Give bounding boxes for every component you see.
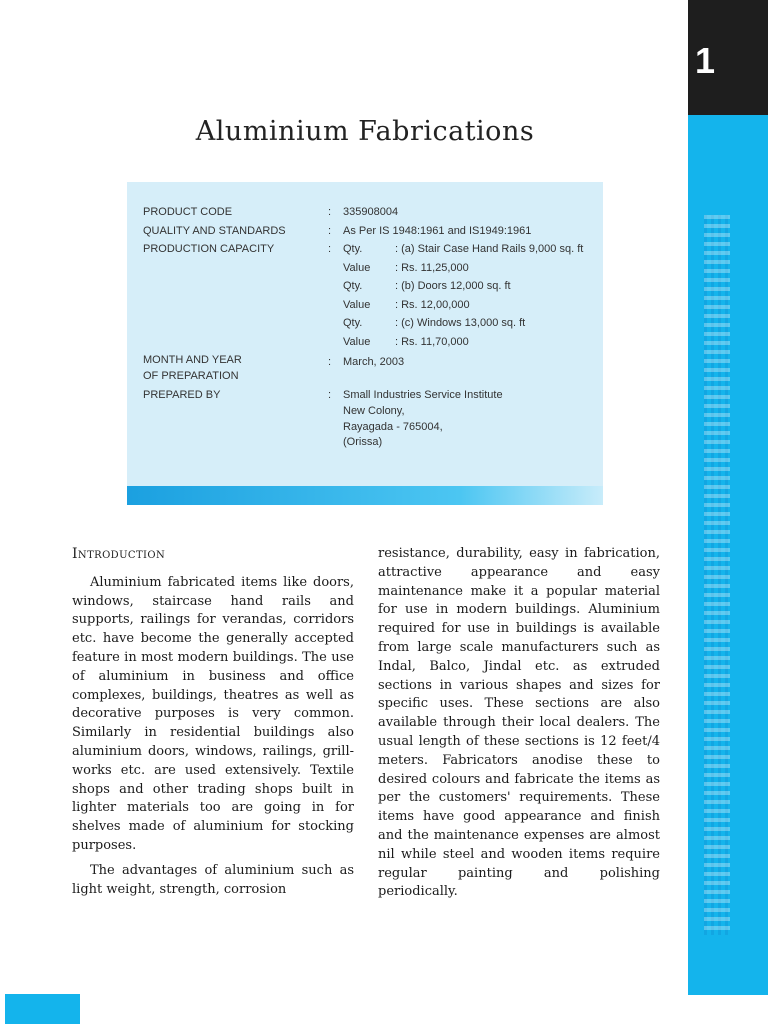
chapter-number: 1 — [694, 40, 716, 81]
capacity-label: PRODUCTION CAPACITY — [143, 243, 275, 255]
capacity-line: Value : Rs. 12,00,000 — [343, 298, 470, 311]
row-prepared-by — [143, 384, 593, 451]
row-quality — [143, 222, 593, 241]
product-code-value: 335908004 — [343, 206, 399, 218]
footer-accent-block — [5, 994, 80, 1024]
paragraph: The advantages of aluminium such as light weight, strength, corrosion — [72, 862, 354, 897]
prepared-by-value: Small Industries Service Institute New Colony, Rayagada - 765004, (Orissa) — [343, 389, 503, 448]
colon: : — [328, 243, 332, 255]
month-label: MONTH AND YEAR OF PREPARATION — [143, 354, 242, 382]
page-title: Aluminium Fabrications — [195, 116, 535, 147]
side-band — [688, 115, 768, 995]
info-box-gradient-bar — [127, 486, 603, 505]
capacity-line: Qty. : (b) Doors 12,000 sq. ft — [343, 280, 511, 292]
row-product-code — [143, 203, 593, 222]
capacity-line: Qty. : (a) Stair Case Hand Rails 9,000 sq. ft — [343, 243, 584, 255]
side-band-pattern — [704, 215, 730, 935]
capacity-values — [343, 240, 593, 351]
row-capacity — [143, 240, 593, 351]
product-info-table — [143, 203, 593, 451]
capacity-line: Value : Rs. 11,25,000 — [343, 261, 469, 274]
paragraph: Aluminium fabricated items like doors, windows, staircase hand rails and supports, railings for verandas, corridors etc. have become the generally accepted feature in most modern buildings. The use of aluminium in business and office complexes, buildings, theatres as well as decorative purposes is very common. Similarly in residential buildings also aluminium doors, windows, railings, grill-works etc. are used extensively. Textile shops and other trading shops built in lighter materials too are going in for shelves made of aluminium for stocking purposes. — [72, 574, 354, 853]
chapter-tab — [688, 0, 768, 115]
colon: : — [328, 356, 332, 368]
capacity-line: Value : Rs. 11,70,000 — [343, 335, 469, 348]
quality-value: As Per IS 1948:1961 and IS1949:1961 — [343, 224, 532, 237]
paragraph: resistance, durability, easy in fabrication, attractive appearance and easy maintenance make it a popular material for use in modern buildings. Aluminium required for use in buildings is available from large scale manufacturers such as Indal, Balco, Jindal etc. as extruded sections in various shapes and sizes for specific uses. These sections are also available through their local dealers. The usual length of these sections is 12 feet/4 meters. Fabricators anodise these to desired colours and fabricate the items as per the customers' requirements. These items have good appearance and finish and the maintenance expenses are almost nil while steel and wooden items require regular painting and polishing periodically. — [378, 546, 660, 900]
quality-label: QUALITY AND STANDARDS — [143, 224, 286, 237]
product-code-label: PRODUCT CODE — [143, 206, 233, 218]
text-column-right — [378, 545, 660, 902]
section-heading: Introduction — [72, 546, 166, 562]
row-month — [143, 351, 593, 384]
text-column-left — [72, 545, 354, 899]
colon: : — [328, 224, 332, 237]
prepared-by-label: PREPARED BY — [143, 389, 221, 401]
colon: : — [328, 206, 332, 218]
capacity-line: Qty. : (c) Windows 13,000 sq. ft — [343, 317, 526, 329]
colon: : — [328, 389, 332, 401]
month-value: March, 2003 — [343, 356, 405, 368]
